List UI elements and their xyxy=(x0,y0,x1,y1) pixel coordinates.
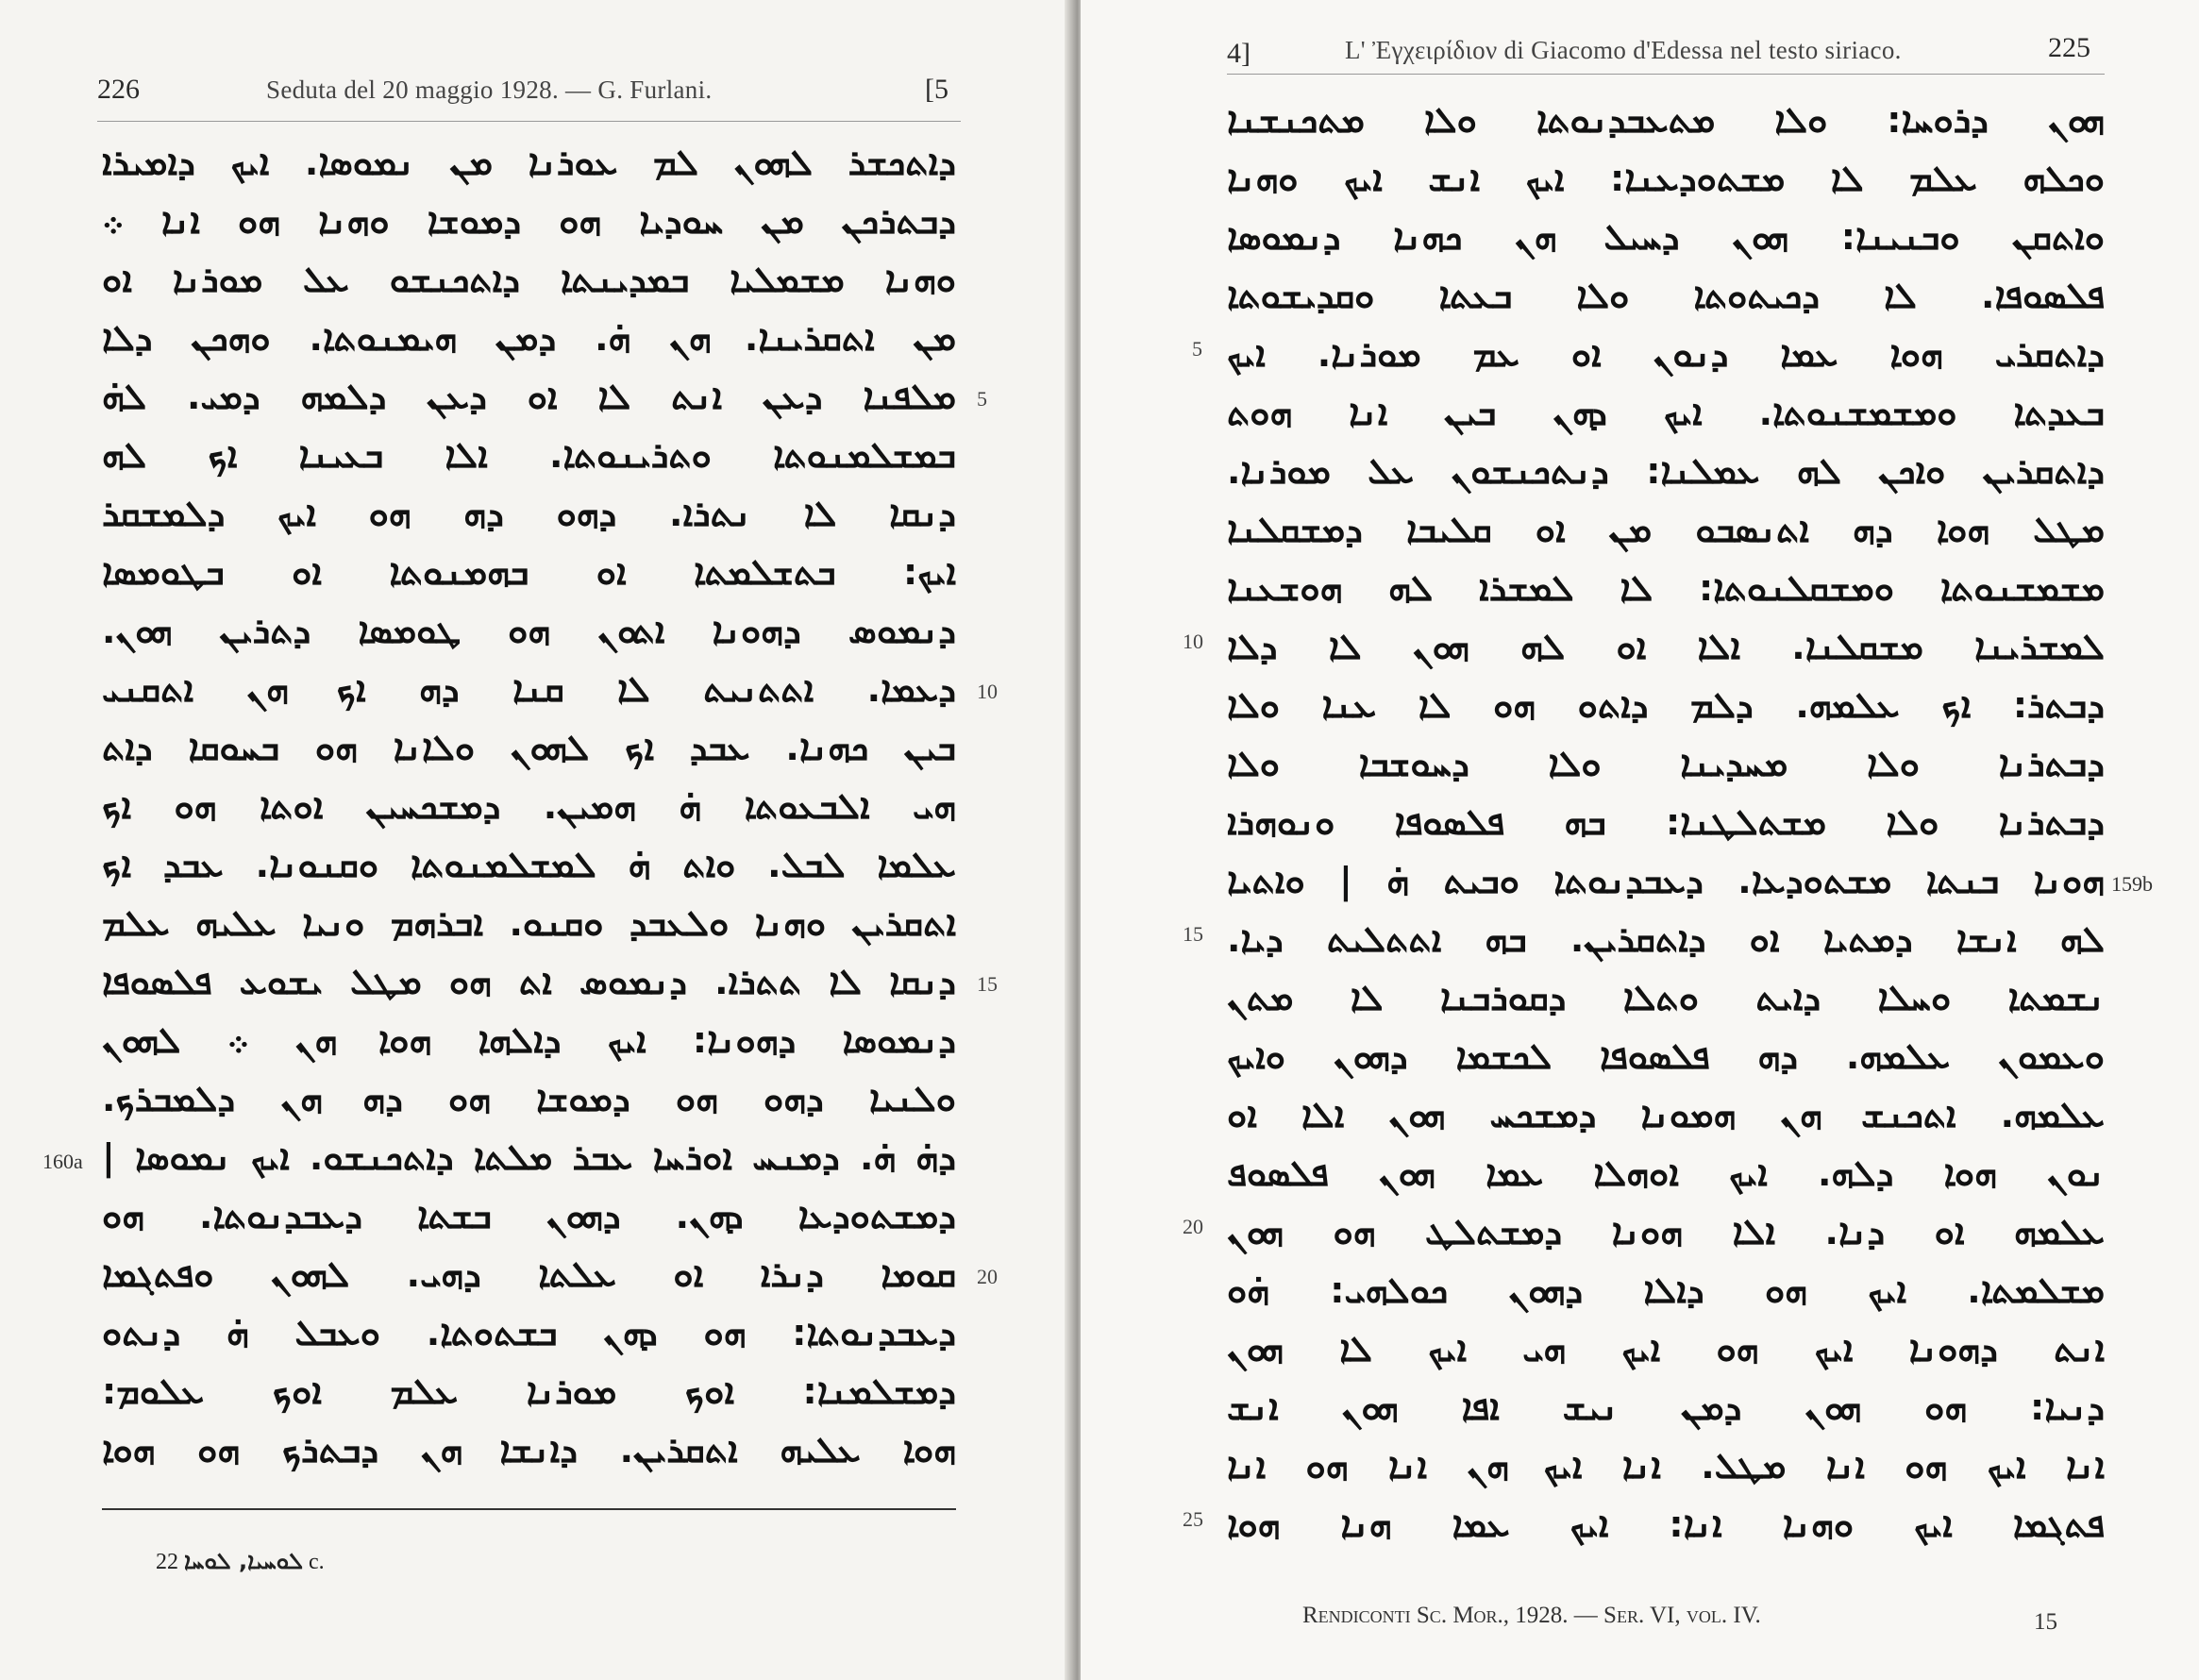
left-page-header xyxy=(0,66,1076,123)
left-text-line: ܘܠܢܝܐ ܕܗܘ ܗܘ ܕܡܘܫܐ ܗܘ ܕܗ ܗܢ ܕܠܡܒܪܟ. xyxy=(102,1078,956,1119)
left-section-mark: [5 xyxy=(925,74,948,105)
left-text-line: ܒܡܫܠܡܢܘܬܐ ܘܬܪܝܢܘܬܐ. ܐܠܐ ܒܥܝܢܐ ܐܟ ܠܗ xyxy=(102,434,956,476)
left-page-number: 226 xyxy=(97,74,140,105)
right-text-line: ܕܒܬܪ: ܐܟ ܥܠܡܗ. ܕܠܡ ܕܐܬܘ ܗܘ ܠܐ ܥܢܐ ܘܠܐ xyxy=(1227,684,2105,726)
left-text-line: ܕܡܫܬܘܕܥܐ ܕܗܢ. ܕܗܘܢ ܒܫܬܐ ܕܥܒܕܢܘܬܐ. ܗܘ xyxy=(102,1195,956,1236)
right-text-line: ܕܐܬܩܪܝ ܗܘܐ ܥܡܐ ܕܢܘܢ ܐܘ ܥܡ ܡܘܪܢܐ. ܐܝܟ xyxy=(1227,333,2105,375)
right-text-line: ܘܥܡܘܢ ܥܠܡܗ. ܕܗ ܦܠܣܘܦܐ ܠܟܫܡܐ ܕܗܘܢ ܘܐܝܟ xyxy=(1227,1035,2105,1077)
left-text-line: ܒܝܢ ܟܗܢܐ. ܥܒܕ ܐܟ ܠܗܘܢ ܘܠܐܢܐ ܗܘ ܒܚܘܩܐ ܕܐܬ xyxy=(102,727,956,768)
right-page-number: 225 xyxy=(2048,32,2090,63)
left-text-line: ܕܒܬܪܟܢ ܡܢ ܚܘܕܝܐ ܗܘ ܕܡܘܫܐ ܘܗܢܐ ܗܘ ܐܢܐ ܀ xyxy=(102,200,956,242)
left-text-line: ܗܝ ܐܠܒܥܘܬܐ ܗ̇ ܗܡܝܢ. ܕܡܫܟܚܝܢ ܐܘܬܐ ܗܘ ܐܟ xyxy=(102,785,956,827)
footnote xyxy=(156,1548,325,1575)
left-running-title: Seduta del 20 maggio 1928. — G. Furlani. xyxy=(266,76,713,104)
left-text-line: ܡܠܦܢܐ ܕܥܢ ܐܢܬ ܠܐ ܐܘ ܕܥܢ ܕܠܡܗ ܕܡܝ. ܠܗ̇ xyxy=(102,376,956,417)
left-text-line: ܕܐܬܟܫܪ ܠܗܘܢ ܠܡ ܥܘܪܢܐ ܡܢ ܢܡܘܣܐ. ܐܝܟ ܕܐܡܝܪܐ xyxy=(102,142,956,183)
left-text-line: ܕܗ̇ ܗ̇. ܕܡܢܚ ܐܘܪܚܐ ܥܒܪ ܡܠܬܐ ܕܐܬܟܢܫܘ. ܐܝܟ ܢܡܘܣܐ | xyxy=(102,1136,956,1178)
right-line-number: 20 xyxy=(1183,1215,1203,1238)
right-page xyxy=(1081,0,2199,1680)
right-line-number: 25 xyxy=(1183,1507,1203,1531)
right-text-line: ܕܒܬܪܢܐ ܘܠܐ ܡܫܬܠܛܢܐ: ܒܗ ܦܠܣܘܦܐ ܘܢܘܗܪܐ xyxy=(1227,801,2105,843)
signature-mark: 15 xyxy=(2034,1609,2057,1635)
right-text-line: ܐܢܐ ܐܝܟ ܗܘ ܐܢܐ ܡܛܠ. ܐܢܐ ܐܝܟ ܗܢ ܐܢܐ ܗܘ ܐܢܐ xyxy=(1227,1445,2105,1487)
footnote-variant: ܠܘܚܝܐ, ܠܘܚܐ xyxy=(184,1548,303,1574)
right-text-line: ܠܡܫܪܝܢܐ ܡܫܩܠܢܐ. ܐܠܐ ܐܘ ܠܗ ܗܘܢ ܠܐ ܕܠܐ xyxy=(1227,626,2105,667)
left-text-line: ܕܢܩܐ ܠܐ ܬܬܪܐ. ܕܢܡܘܣ ܐܬ ܗܘ ܡܛܠ ܝܫܘܥ ܦܠܣܘܦܐ xyxy=(102,961,956,1002)
left-line-number: 20 xyxy=(977,1265,998,1288)
right-line-number: 5 xyxy=(1192,337,1202,361)
left-line-number: 10 xyxy=(977,680,998,703)
footnote-siglum: c. xyxy=(308,1550,325,1574)
right-text-line: ܡܛܠ ܗܘܐ ܕܗ ܐܬܢܣܒܘ ܡܢ ܐܘ ܩܠܝܒܐ ܕܡܫܩܠܢܐ xyxy=(1227,509,2105,550)
left-text-line: ܕܢܩܐ ܠܐ ܢܬܪܐ. ܕܗܘ ܕܗ ܗܘ ܐܝܟ ܕܠܡܫܩܪ xyxy=(102,493,956,534)
right-text-line: ܐܢܬ ܕܗܘܢܐ ܐܝܟ ܗܘ ܐܝܟ ܗܝ ܐܝܟ ܠܐ ܗܘܢ xyxy=(1227,1328,2105,1369)
right-margin-folio: 159b xyxy=(2111,872,2153,896)
right-text-line: ܘܟܠܗ ܥܠܡ ܠܐ ܡܫܬܘܕܥܢܐ: ܐܝܟ ܐܢܫ ܐܝܟ ܘܗܢܐ xyxy=(1227,158,2105,199)
right-line-number: 10 xyxy=(1183,630,1203,653)
right-section-mark: 4] xyxy=(1227,38,1251,69)
left-text-line: ܕܡܫܠܡܢܐ: ܐܘܟ ܡܘܪܢܐ ܥܠܡ ܐܘܟ ܥܠܘܡ: xyxy=(102,1370,956,1412)
footnote-number: 22 xyxy=(156,1550,178,1574)
left-text-line: ܡܢ ܐܬܩܪܝܢܐ. ܗܢ ܗ̇. ܕܡܢ ܗܝܡܢܘܬܐ. ܘܗܟܢ ܕܠܐ xyxy=(102,317,956,359)
right-text-line: ܦܬܓܡܐ ܐܝܟ ܘܗܢܐ ܐܢܐ: ܐܝܟ ܥܡܐ ܗܢܐ ܗܘܐ xyxy=(1227,1504,2105,1545)
left-text-line: ܐܬܩܪܝܢ ܘܗܢܐ ܘܠܥܒܕ ܘܩܢܘ. ܐܒܪܗܡ ܘܢܝܐ ܥܠܝܗ ܥܠܡ xyxy=(102,902,956,944)
right-header-rule xyxy=(1227,74,2105,75)
right-running-title: L' Ἐγχειρίδιον di Giacomo d'Edessa nel testo siriaco. xyxy=(1345,36,1902,64)
left-text-line: ܕܢܡܘܣ ܕܗܘܢܐ ܐܬܘܢ ܗܘ ܛܘܡܣܐ ܕܬܪܝܢ ܗܘܢ. xyxy=(102,610,956,651)
left-text-line: ܩܘܡܐ ܕܢܪܐ ܐܘ ܥܠܬܐ ܕܗܝ. ܠܗܘܢ ܘܦܬܓܡܐ xyxy=(102,1253,956,1295)
footnote-rule xyxy=(102,1508,956,1510)
right-text-line: ܡܫܠܡܬܐ. ܐܝܟ ܗܘ ܕܐܠܐ ܕܗܘܢ ܟܘܠܗܝ: ܗ̇ܘ xyxy=(1227,1269,2105,1311)
right-page-header xyxy=(1081,30,2199,87)
left-margin-folio: 160a xyxy=(42,1150,83,1173)
right-text-line: ܗܘܢܐ ܒܢܬܐ ܡܫܬܘܕܥܐ. ܕܥܒܕܢܘܬܐ ܘܒܝܬ ܗ̇ | ܘܐܬܝܐ xyxy=(1227,860,2105,901)
right-text-line: ܠܗ ܐܢܫܐ ܕܡܬܝܐ ܐܘ ܕܐܬܩܪܝܢ. ܒܗ ܐܬܬܠܝܬ ܕܝܐ. xyxy=(1227,918,2105,960)
right-text-line: ܒܥܕܬܐ ܘܡܫܡܫܢܘܬܐ. ܐܝܟ ܕܗܢ ܒܝܢ ܐܢܐ ܗܘܬ xyxy=(1227,392,2105,433)
right-line-number: 15 xyxy=(1183,922,1203,946)
left-text-line: ܕܥܒܕܢܘܬܐ: ܗܘ ܕܗܢ ܒܫܬܘܬܐ. ܘܥܒܠ ܗ̇ ܕܢܬܘ xyxy=(102,1312,956,1353)
left-header-rule xyxy=(97,121,961,122)
right-text-line: ܢܘܢ ܗܘܐ ܕܠܗ. ܐܝܟ ܐܘܗܠܐ ܥܡܐ ܗܘܢ ܦܠܣܘܦ xyxy=(1227,1152,2105,1194)
right-text-line: ܘܐܬܩܢ ܘܒܢܝܢܐ: ܗܘܢ ܕܚܝܠ ܗܢ ܟܗܢܐ ܕܢܡܘܣܐ xyxy=(1227,216,2105,258)
left-text-line: ܘܗܢܐ ܡܫܡܠܝܐ ܒܡܕܝܢܬܐ ܕܐܬܟܢܫܘ ܥܠ ܡܘܪܢܐ ܐܘ xyxy=(102,259,956,300)
right-text-line: ܡܫܡܫܢܘܬܐ ܘܡܫܩܠܢܘܬܐ: ܠܐ ܠܡܫܪܐ ܠܗ ܗܘܫܥܢܐ xyxy=(1227,567,2105,609)
left-text-line: ܥܠܡܐ ܠܒܠ. ܘܐܬ ܗ̇ ܠܡܫܠܡܢܘܬܐ ܘܩܢܘܢܐ. ܥܒܕ ܐܟ xyxy=(102,844,956,885)
left-text-line: ܐܝܟ: ܒܬܫܠܡܬܐ ܐܘ ܒܗܡܢܘܬܐ ܐܘ ܒܛܘܡܣܐ xyxy=(102,551,956,593)
footer-journal: Rendiconti Sc. Mor., 1928. — Ser. VI, vol. IV. xyxy=(1302,1603,1761,1628)
right-text-line: ܕܢܝܐ: ܗܘ ܗܘܢ ܕܡܢ ܢܝܫ ܐܦܐ ܗܘܢ ܐܢܫ xyxy=(1227,1386,2105,1428)
right-text-line: ܕܒܬܪܢܐ ܘܠܐ ܡܚܕܝܢܐ ܘܠܐ ܕܚܘܫܒܐ ܘܠܐ xyxy=(1227,743,2105,784)
left-line-number: 15 xyxy=(977,972,998,996)
right-text-line: ܥܠܡܗ ܐܘ ܕܢܐ. ܐܠܐ ܗܘܢܐ ܕܡܫܬܠܛ ܗܘ ܗܘܢ xyxy=(1227,1211,2105,1252)
page-footer xyxy=(1302,1603,1761,1629)
left-line-number: 5 xyxy=(977,387,987,411)
right-text-line: ܦܠܣܘܦܐ. ܠܐ ܕܟܝܬܘܬܐ ܘܠܐ ܒܥܬܐ ܘܩܕܝܫܘܬܐ xyxy=(1227,275,2105,316)
right-text-line: ܢܫܡܬܐ ܘܚܠܐ ܕܐܝܬ ܘܬܠܐ ܕܩܘܪܒܢܐ ܠܐ ܡܬܢ xyxy=(1227,977,2105,1018)
left-page xyxy=(0,0,1076,1680)
right-text-line: ܥܠܡܗ. ܐܬܟܢܫ ܗܢ ܗܡܘܢܐ ܕܡܫܟܚ ܗܘܢ ܐܠܐ ܐܘ xyxy=(1227,1094,2105,1135)
right-text-line: ܗܘܢ ܕܪܘܚܐ: ܘܠܐ ܡܬܥܒܕܢܘܬܐ ܘܠܐ ܡܬܟܢܫܢܐ xyxy=(1227,99,2105,141)
left-text-line: ܕܢܡܘܣܐ ܕܗܘܢܐ: ܐܝܟ ܕܐܠܗܐ ܗܘܐ ܗܢ ܀ ܠܗܘܢ xyxy=(102,1019,956,1061)
left-text-line: ܗܘܐ ܥܠܝܗ ܐܬܩܪܝܢ. ܕܐܢܫܐ ܗܢ ܕܒܬܪܟ ܗܘ ܗܘܐ xyxy=(102,1429,956,1470)
right-text-line: ܕܐܬܩܪܝܢ ܘܐܟܢ ܠܗ ܥܡܠܢܐ: ܕܢܬܟܢܫܘܢ ܥܠ ܡܘܪܢܐ. xyxy=(1227,450,2105,492)
left-text-line: ܕܥܡܐ. ܐܬܬܢܝܬ ܠܐ ܩܢܐ ܕܗ ܐܟ ܗܢ ܐܬܩܢܝ xyxy=(102,668,956,710)
